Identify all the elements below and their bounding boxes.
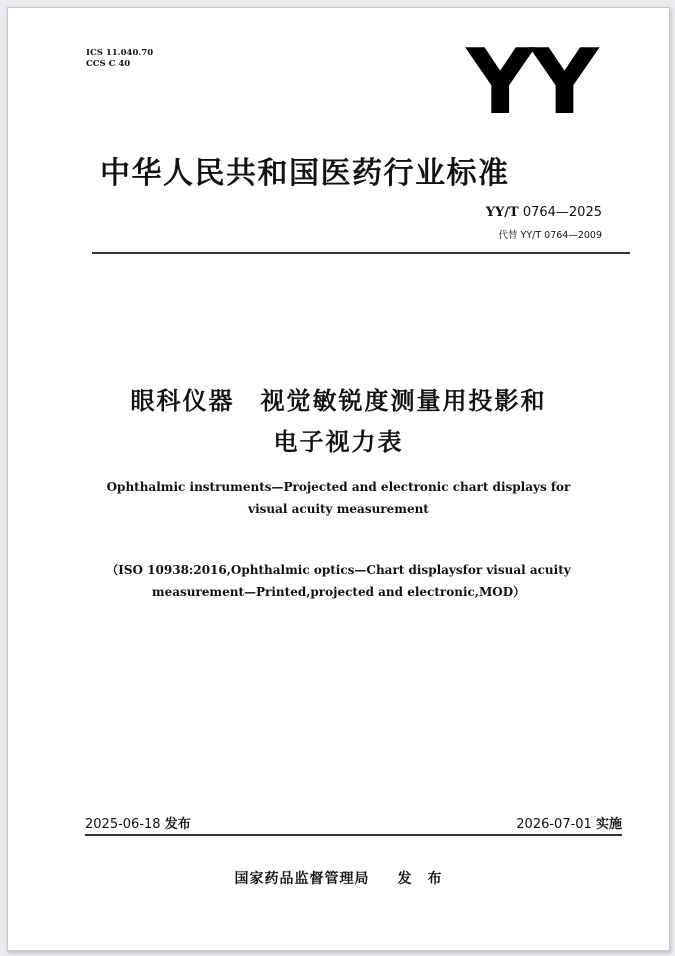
iso-reference-line2: measurement—Printed,projected and electronic,MOD） [151, 585, 526, 599]
replaces-value: YY/T 0764—2009 [520, 230, 602, 241]
issuer-action: 发 布 [397, 871, 443, 887]
standard-cover-page [7, 7, 670, 951]
publish-date [85, 813, 191, 832]
title-cn-line2: 电子视力表 [273, 428, 404, 456]
publish-label: 发布 [164, 817, 191, 832]
implement-date [516, 813, 622, 832]
replaces-label: 代替 [498, 230, 518, 241]
standard-number [486, 205, 602, 220]
standard-number-value: 0764—2025 [522, 205, 602, 220]
standard-prefix: YY/T [485, 205, 519, 220]
yy-logo: YY [466, 30, 595, 135]
title-cn-line1: 眼科仪器 视觉敏锐度测量用投影和 [130, 387, 547, 415]
iso-reference-line1: （ISO 10938:2016,Ophthalmic optics—Chart displaysfor visual acuity [106, 563, 571, 577]
title-en-line1: Ophthalmic instruments—Projected and electronic chart displays for [106, 480, 571, 494]
implement-label: 实施 [595, 817, 622, 832]
classification-codes [86, 48, 153, 70]
publish-date-value: 2025-06-18 [85, 817, 161, 832]
title-en-line2: visual acuity measurement [248, 502, 429, 516]
issuer-name: 国家药品监督管理局 [234, 871, 370, 887]
header-divider [92, 252, 630, 254]
ccs-code: CCS C 40 [86, 59, 131, 69]
ics-code: ICS 11.040.70 [86, 48, 154, 58]
replaces-standard [498, 227, 602, 241]
implement-date-value: 2026-07-01 [516, 817, 592, 832]
issuer [8, 868, 669, 888]
industry-standard-title: 中华人民共和国医药行业标准 [100, 156, 510, 191]
footer-divider [85, 834, 622, 836]
